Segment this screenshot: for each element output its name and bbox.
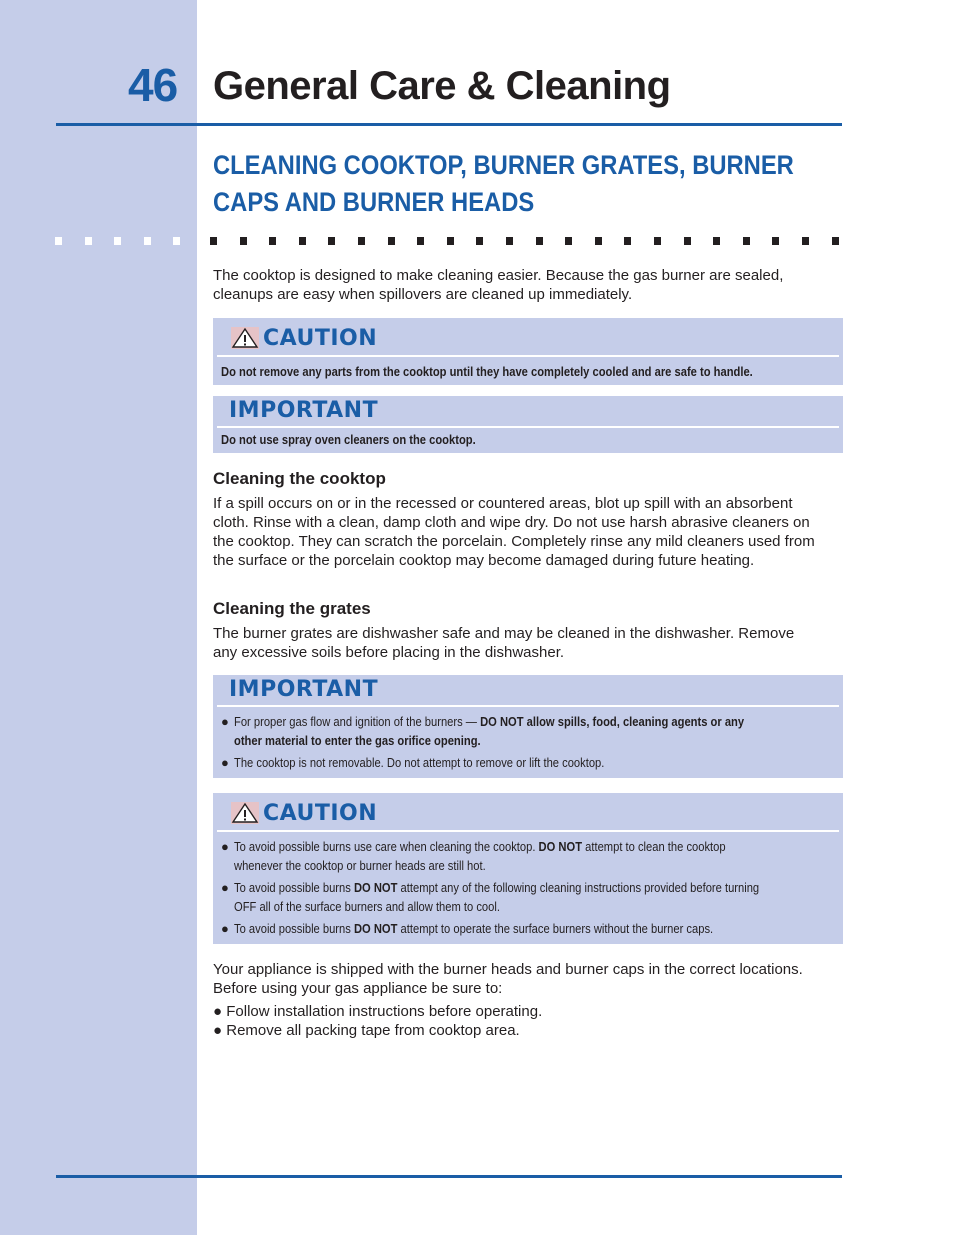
divider-dot [85,237,92,245]
bullet: ● [221,921,229,936]
list-item-text: OFF all of the surface burners and allow them to cool. [234,899,500,914]
caution-text [221,362,836,382]
divider-dot [447,237,454,245]
list-item-text: To avoid possible burns [234,880,354,895]
divider-dot [624,237,631,245]
list-item [213,1002,542,1021]
divider-dot [772,237,779,245]
section-heading [213,147,794,221]
page-number: 46 [128,59,178,111]
divider-dot [713,237,720,245]
list-item-text: To avoid possible burns use care when cleaning the cooktop. [234,839,539,854]
divider-dot [114,237,121,245]
caution-list [221,837,841,941]
divider-dot [565,237,572,245]
divider-dot [358,237,365,245]
list-item-emphasis: other material to enter the gas orifice opening. [234,733,481,748]
box-divider [217,830,839,832]
box-divider [217,355,839,357]
closing-line: Your appliance is shipped with the burner heads and burner caps in the correct locations. [213,961,803,978]
list-item [221,753,841,772]
bullet: ● [221,880,229,895]
divider-dot [173,237,180,245]
divider-dot [55,237,62,245]
closing-list [213,1002,542,1040]
dot-divider [0,237,954,247]
list-item-text: Remove all packing tape from cooktop area. [226,1022,520,1039]
divider-dot [299,237,306,245]
divider-dot [743,237,750,245]
list-item-text: For proper gas flow and ignition of the burners — [234,714,481,729]
divider-dot [476,237,483,245]
list-item-text: attempt to clean the cooktop [582,839,726,854]
intro-line: The cooktop is designed to make cleaning easier. Because the gas burner are sealed, [213,267,784,284]
caution-title: CAUTION [263,801,378,826]
important-list [221,712,841,775]
list-item-emphasis: DO NOT [353,880,398,895]
list-item-text: whenever the cooktop or burner heads are still hot. [234,858,486,873]
warning-icon [231,802,259,824]
list-item-text: To avoid possible burns [234,921,354,936]
list-item [221,837,841,875]
divider-dot [654,237,661,245]
page-title: General Care & Cleaning [213,64,671,108]
bullet: ● [221,714,229,729]
important-text [221,430,836,450]
list-item [221,712,841,750]
caution-box [213,318,843,385]
box-divider [217,705,839,707]
caution-box [213,793,843,944]
grates-line: any excessive soils before placing in the dishwasher. [213,644,565,661]
warning-icon [231,327,259,349]
caution-title: CAUTION [263,326,378,351]
divider-dot [144,237,151,245]
closing-paragraph [213,960,843,998]
list-item-emphasis: DO NOT [538,839,583,854]
cooktop-paragraph [213,494,843,570]
list-item [221,919,841,938]
list-item-emphasis: DO NOT [353,921,398,936]
list-item-text: attempt any of the following cleaning instructions provided before turning [397,880,760,895]
intro-paragraph [213,266,843,304]
section-heading-line2: CAPS AND BURNER HEADS [213,187,535,217]
important-title: IMPORTANT [229,677,379,702]
intro-line: cleanups are easy when spillovers are cleaned up immediately. [213,286,633,303]
bullet: ● [213,1022,223,1039]
box-divider [217,426,839,428]
list-item-text: attempt to operate the surface burners without the burner caps. [397,921,714,936]
cooktop-line: the surface or the porcelain cooktop may become damaged during future heating. [213,552,755,569]
bullet: ● [221,839,229,854]
important-box [213,675,843,778]
divider-dot [328,237,335,245]
list-item [213,1021,542,1040]
divider-dot [595,237,602,245]
list-item-emphasis: DO NOT allow spills, food, cleaning agents or any [480,714,745,729]
important-title: IMPORTANT [229,398,379,423]
cooktop-line: If a spill occurs on or in the recessed or countered areas, blot up spill with an absorbent [213,495,793,512]
closing-line: Before using your gas appliance be sure to: [213,980,503,997]
important-text-line: Do not use spray oven cleaners on the cooktop. [221,432,476,447]
grates-line: The burner grates are dishwasher safe and may be cleaned in the dishwasher. Remove [213,625,795,642]
cooktop-line: cloth. Rinse with a clean, damp cloth and wipe dry. Do not use harsh abrasive cleaners on [213,514,810,531]
cooktop-line: the cooktop. They can scratch the porcelain. Completely rinse any mild cleaners used from [213,533,815,550]
divider-dot [506,237,513,245]
section-heading-line1: CLEANING COOKTOP, BURNER GRATES, BURNER [213,150,794,180]
divider-dot [269,237,276,245]
divider-dot [536,237,543,245]
header-rule [56,123,842,126]
important-box [213,396,843,453]
grates-heading: Cleaning the grates [213,599,371,618]
bullet: ● [221,755,229,770]
divider-dot [832,237,839,245]
footer-rule [56,1175,842,1178]
divider-dot [684,237,691,245]
divider-dot [240,237,247,245]
grates-paragraph [213,624,843,662]
cooktop-heading: Cleaning the cooktop [213,469,386,488]
list-item-text: The cooktop is not removable. Do not attempt to remove or lift the cooktop. [234,755,605,770]
divider-dot [802,237,809,245]
divider-dot [388,237,395,245]
bullet: ● [213,1003,223,1020]
divider-dot [210,237,217,245]
divider-dot [417,237,424,245]
sidebar-band [0,0,197,1235]
list-item [221,878,841,916]
caution-text-line: Do not remove any parts from the cooktop until they have completely cooled and are safe to handle. [221,364,753,379]
list-item-text: Follow installation instructions before operating. [226,1003,543,1020]
